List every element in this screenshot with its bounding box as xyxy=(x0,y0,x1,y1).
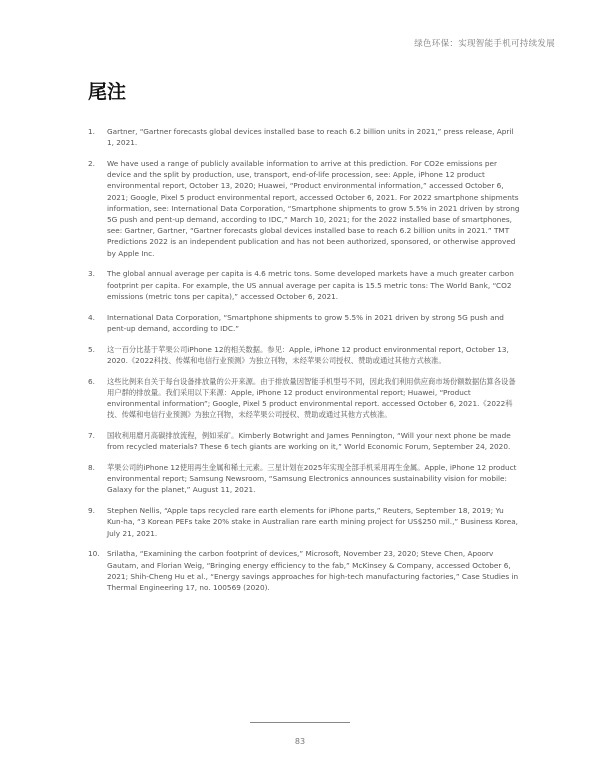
endnote-item xyxy=(88,548,520,593)
endnote-text: International Data Corporation, “Smartphone shipments to grow 5.5% in 2021 driven by strong 5G push and pent-up demand, according to IDC.” xyxy=(107,312,504,333)
page-title: 尾注 xyxy=(88,81,127,103)
endnote-item xyxy=(88,376,520,421)
endnote-number: 6. xyxy=(88,376,95,386)
endnote-item xyxy=(88,505,520,539)
endnote-text: The global annual average per capita is 4.6 metric tons. Some developed markets have a much greater carbon footprint per capita. For example, the US annual average per capita is 15.5 metric tons: The World Bank, “CO2 emissions (metric tons per capita),” accessed October 6, 2021. xyxy=(107,269,514,301)
endnote-text: Srilatha, “Examining the carbon footprint of devices,” Microsoft, November 23, 2020; Steve Chen, Apoorv Gautam, and Florian Weig, “Bringing energy efficiency to the fab,” McKinsey & Company, accessed October 6, 2021; Shih-Cheng Hu et al., “Energy savings approaches for high-tech manufacturing factories,” Case Studies in Thermal Engineering 17, no. 100569 (2020). xyxy=(107,549,519,593)
endnote-text: 这一百分比基于苹果公司iPhone 12的相关数据。参见：Apple, iPhone 12 product environmental report, October 13, 2020.《2022科技、传媒和电信行业预测》为独立刊物，未经苹果公司授权、赞助或通过其他方式核准。 xyxy=(107,344,509,365)
endnotes-list xyxy=(88,126,520,603)
endnote-number: 4. xyxy=(88,312,95,322)
endnote-item xyxy=(88,158,520,259)
endnote-number: 7. xyxy=(88,431,95,441)
endnote-number: 5. xyxy=(88,344,95,354)
endnote-item xyxy=(88,344,520,366)
endnote-number: 10. xyxy=(88,549,100,559)
endnote-item xyxy=(88,312,520,334)
endnote-item xyxy=(88,126,520,148)
endnote-number: 1. xyxy=(88,127,95,136)
page-number: 83 xyxy=(294,737,306,746)
endnote-text: We have used a range of publicly available information to arrive at this prediction. For CO2e emissions per device and the split by production, use, transport, end-of-life procession, see: Apple, iPhone 12 product environmental report, October 13, 2020; Huawei, “Product environmental information,” accessed October 6, 2021; Google, Pixel 5 product environmental report, accessed October 6, 2021. For 2022 smartphone shipments information, see: International Data Corporation, “Smartphone shipments to grow 5.5% in 2021 driven by strong 5G push and pent-up demand, according to IDC,” March 10, 2021; for the 2022 installed base of smartphones, see: Gartner, Gartner, “Gartner forecasts global devices installed base to reach 6.2 billion units in 2021.” TMT Predictions 2022 is an independent publication and has not been authorized, sponsored, or otherwise approved by Apple Inc. xyxy=(107,159,520,258)
endnote-number: 8. xyxy=(88,463,95,473)
running-header: 绿色环保：实现智能手机可持续发展 xyxy=(414,39,555,49)
endnote-number: 3. xyxy=(88,269,95,279)
endnote-text: 这些比例来自关于每台设备排放量的公开来源。由于排放量因智能手机型号不同，因此我们利用供应商市场份额数据估算各设备用户群的排放量。我们采用以下来源：Apple, iPhone 12 product environmental report; Huawei, “Product environmental information”; Google, Pixel 5 product environmental report. accessed October 6, 2021.《2022科技、传媒和电信行业预测》为独立刊物，未经苹果公司授权、赞助或通过其他方式核准。 xyxy=(107,376,516,420)
endnote-text: 国收利用磨月高碳排放流程，例如采矿。Kimberly Botwright and James Pennington, “Will your next phone be made from recycled materials? These 6 tech giants are working on it,” World Economic Forum, September 24, 2020. xyxy=(107,431,511,452)
endnote-text: 苹果公司的iPhone 12使用再生金属和稀土元素。三星计划在2025年实现全部手机采用再生金属。Apple, iPhone 12 product environmental report; Samsung Newsroom, “Samsung Electronics announces sustainability vision for mobile: Galaxy for the planet,” August 11, 2021. xyxy=(107,463,517,495)
endnote-text: Stephen Nellis, “Apple taps recycled rare earth elements for iPhone parts,” Reuters, September 18, 2019; Yu Kun-ha, “3 Korean PEFs take 20% stake in Australian rare earth mining project for US$250 mil.,” Business Korea, July 21, 2021. xyxy=(107,506,518,538)
endnote-item xyxy=(88,462,520,496)
endnote-item xyxy=(88,268,520,302)
endnote-item xyxy=(88,430,520,452)
footer-divider xyxy=(250,722,350,723)
endnote-number: 9. xyxy=(88,506,95,516)
endnote-number: 2. xyxy=(88,159,95,168)
endnote-text: Gartner, “Gartner forecasts global devices installed base to reach 6.2 billion units in 2021,” press release, April 1, 2021. xyxy=(107,127,514,148)
